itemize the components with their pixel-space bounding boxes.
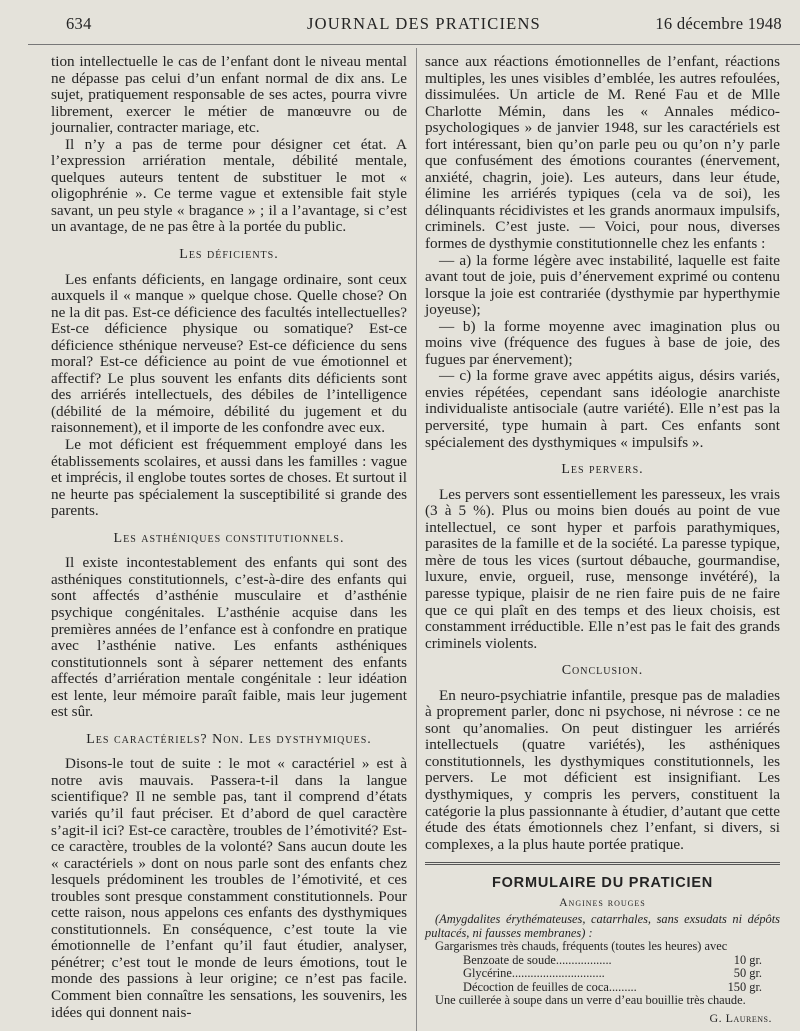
journal-title: JOURNAL DES PRATICIENS [307,14,541,33]
list-item-c: — c) la forme grave avec appétits aigus, désirs variés, envies répétées, cependant sans idéologie anarchiste individualiste antisociale (autre variété). Elle n’est pas la perversité, type humain à part. Ces enfants sont spécialement des dysthymiques « impulsifs ». [425,367,780,451]
ingredient-name: Glycérine.............................. [463,966,605,981]
section-heading-astheniques: Les asthéniques constitutionnels. [113,530,345,546]
column-divider [416,48,417,1031]
formulaire-subtitle: Angines rouges [559,896,646,909]
paragraph: Le mot déficient est fréquemment employé dans les établissements scolaires, et aussi dans les familles : vague et imprécis, il englobe toutes sortes de choses. Et surtout il ne heurte pas spécialement la susceptibilité si grande des parents. [51,436,407,520]
right-column [425,54,780,1026]
section-heading-conclusion: Conclusion. [561,663,644,679]
section-heading-caracteriels: Les caractériels? Non. Les dysthymiques. [86,731,372,747]
page-header [66,12,782,36]
paragraph: tion intellectuelle le cas de l’enfant dont le niveau mental ne dépasse pas celui d’un enfant normal de dix ans. Le sujet, pratiquement responsable de ses actes, pourra vivre librement, exercer le métier de manœuvre ou de journalier, contracter mariage, etc. [51,53,407,137]
paragraph: Disons-le tout de suite : le mot « caractériel » est à notre avis mauvais. Passera-t-il dans la langue scientifique? Il ne semble pas, tant il comprend d’états variés qu’il faut préciser. Et d’abord de quel caractère s’agit-il ici? Est-ce caractère, troubles de l’émotivité? Est-ce caractère, troubles de la volonté? Sans aucun doute les « caractériels » dont on nous parle sont des enfants chez lesquels prédominent les troubles de l’émotivité, et ces troubles sont presque constamment constitutionnels. Pour cette raison, nous appelons ces enfants des dysthymiques constitutionnels. En conséquence, c’est toute la vie émotionnelle de l’enfant qu’il faut étudier, analyser, pénétrer; c’est tout le monde de leurs émotions, tout le monde des passions à leur origine; ce n’est pas facile. Comment bien connaître les sensations, les souvenirs, les idées qui donnent nais- [51,755,407,1021]
ingredient-name: Benzoate de soude.................. [463,953,612,968]
ingredient-name: Décoction de feuilles de coca......... [463,979,637,994]
list-item-a: — a) la forme légère avec instabilité, laquelle est faite avant tout de joie, puis d’énervement exprimé ou contenu lorsque la joie est contrariée (dysthymie par hyperthymie joyeuse); [425,251,780,319]
left-column [51,54,407,1021]
formulaire-title: FORMULAIRE DU PRATICIEN [491,875,714,892]
section-heading-pervers: Les pervers. [561,462,644,478]
issue-date: 16 décembre 1948 [655,14,782,33]
formulaire-indication: (Amygdalites érythémateuses, catarrhales, sans exsudats ni dépôts pultacés, ni fausses membranes) : [425,912,780,940]
page-number: 634 [66,14,92,33]
paragraph: Il existe incontestablement des enfants qui sont des asthéniques constitutionnels, c’est-à-dire des enfants qui sont affectés d’asthénie musculaire et d’asthénie psychique congénitales. L’asthénie acquise dans les premières années de l’enfance est à confondre en pratique avec l’asthénie native. Les enfants asthéniques constitutionnels sont à séparer nettement des enfants affectés d’arriération mentale congénitale : leur idéation est lente, leur mémoire paraît faible, mais leur jugement est sûr. [51,554,407,721]
author-signature: G. Laurens. [709,1010,772,1025]
paragraph: Les pervers sont essentiellement les paresseux, les vrais (3 à 5 %). Plus ou moins bien doués au point de vue intellectuel, ce sont hyper et parfois parathymiques, parasites de la famille et de la société. La paresse typique, mère de tous les vices (surtout débauche, gourmandise, luxure, envie, orgueil, ruse, mensonge invétéré), la paresse typique, plaisir de ne rien faire puis de ne faire que ce qui plaît en des temps et des lieux choisis, est constamment irréductible. Elle n’est pas le fait des grands criminels violents. [425,485,780,652]
paragraph: Il n’y a pas de terme pour désigner cet état. A l’expression arriération mentale, débilité mentale, quelques auteurs tentent de substituer le mot « oligophrénie ». Ce terme vague et extensible fait style savant, un peu style « bragance » ; il a l’avantage, si c’est un avantage, de ne pas être à la portée du public. [51,135,407,236]
recipe-row [425,967,780,980]
paragraph: En neuro-psychiatrie infantile, presque pas de maladies à proprement parler, donc ni psychose, ni névrose : ce ne sont qu’anomalies. On peut distinguer les arriérés intellectuels (quatre variétés), les asthéniques constitutionnels, les dysthymiques constitutionnels, les pervers. Le mot déficient est insignifiant. Les dysthymiques, y compris les pervers, constituent la catégorie la plus passionnante à étudier, d’autant que cette étude des états émotionnels chez l’enfant, si divers, si complexes, a la plus haute portée pratique. [425,686,780,853]
ingredient-quantity: 10 gr. [733,953,762,968]
section-heading-deficients: Les déficients. [179,247,279,263]
formulaire-rule [425,862,780,865]
recipe-table [425,954,780,994]
list-item-b: — b) la forme moyenne avec imagination plus ou moins vive (fréquence des fugues à base de joie, des fugues par énervement); [425,317,780,368]
header-rule [28,44,800,45]
ingredient-quantity: 150 gr. [727,979,762,994]
formulaire-usage: Une cuillerée à soupe dans un verre d’eau bouillie très chaude. [435,993,746,1008]
paragraph: sance aux réactions émotionnelles de l’enfant, réactions multiples, les unes visibles d’emblée, les autres refoulées, dissimulées. Un article de M. René Fau et de Mlle Charlotte Mémin, dans les « Annales médico-psychologiques » de janvier 1948, sur les caractériels est fort intéressant, bien qu’on parle peu ou qu’on n’y parle que confusément des émotions courantes (énervement, anxiété, chagrin, joie). Les auteurs, dans leur étude, élimine les arriérés typiques (cela va de soi), les délinquants récidivistes et les grands anormaux impulsifs, criminels. C’est juste. — Voici, pour nous, diverses formes de dysthymie constitutionnelle chez les enfants : [425,53,780,253]
recipe-row [425,981,780,994]
recipe-row [425,954,780,967]
ingredient-quantity: 50 gr. [733,966,762,981]
formulaire-box [425,875,780,1026]
formulaire-instruction: Gargarismes très chauds, fréquents (toutes les heures) avec [435,939,728,954]
paragraph: Les enfants déficients, en langage ordinaire, sont ceux auxquels il « manque » quelque chose. Quelle chose? On ne la dit pas. Est-ce déficience des facultés intellectuelles? Est-ce déficience physique ou somatique? Est-ce déficience sthénique nerveuse? Est-ce déficience du sens moral? Est-ce déficience au point de vue émotionnel et affectif? Le plus souvent les enfants dits déficients sont des arriérés intellectuels, des débiles de l’intelligence (débilité de la mémoire, débilité du jugement et du raisonnement), et il importe de les confondre avec eux. [51,270,407,437]
